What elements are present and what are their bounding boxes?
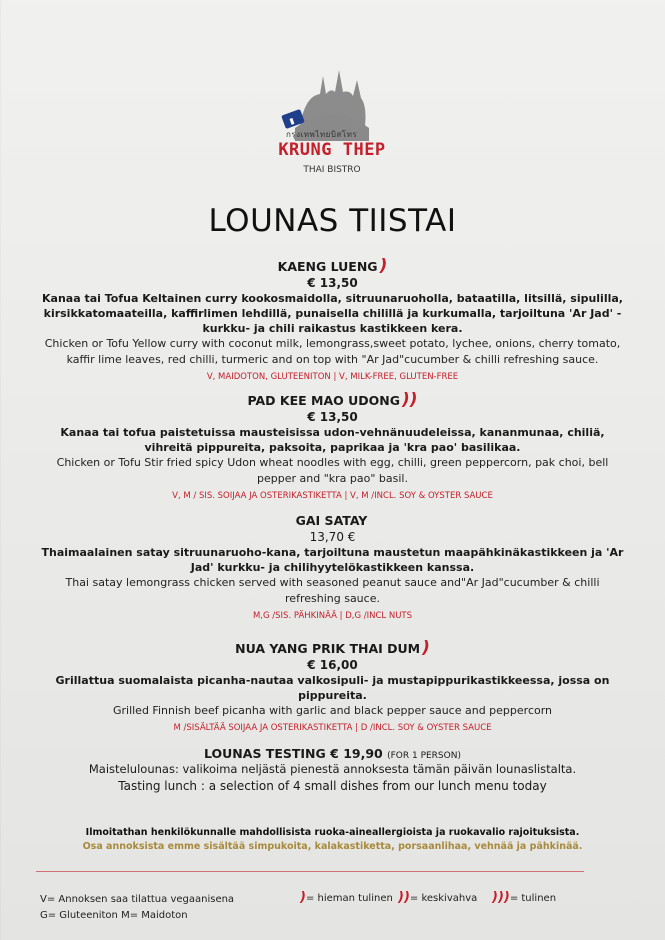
page-title: LOUNAS TIISTAI bbox=[208, 203, 457, 239]
dish-name: KAENG LUENG ) bbox=[277, 256, 388, 276]
legend-hot: )))= tulinen bbox=[492, 890, 557, 905]
chili-mild-icon: ) bbox=[379, 256, 388, 276]
testing-heading: LOUNAS TESTING € 19,90 (FOR 1 PERSON) bbox=[204, 746, 461, 761]
legend-gluten-milk: G= Gluteeniton M= Maidoton bbox=[40, 910, 188, 921]
allergy-notice-line1: Ilmoitathan henkilökunnalle mahdollisista ruoka-aineallergioista ja ruokavalio rajoituksista. bbox=[85, 827, 580, 838]
dish-gai-satay bbox=[36, 512, 629, 623]
dish-diet-tags: M /SISÄLTÄÄ SOIJAA JA OSTERIKASTIKETTA | D /INCL. SOY & OYSTER SAUCE bbox=[173, 723, 492, 733]
dish-price: € 13,50 bbox=[307, 410, 358, 424]
dish-description-en: Chicken or Tofu Yellow curry with coconut milk, lemongrass,sweet potato, lychee, onions, cherry tomato, kaffir lime leaves, red chilli, turmeric and on top with "Ar Jad"cucumber & chilli refreshing sauce. bbox=[44, 337, 621, 366]
testing-description-fi: Maistelulounas: valikoima neljästä pienestä annoksesta tämän päivän lounaslistalta. bbox=[88, 762, 577, 776]
chili-mild-icon: ) bbox=[300, 890, 306, 905]
chili-medium-icon: )) bbox=[401, 390, 418, 410]
dish-price: € 13,50 bbox=[307, 276, 358, 290]
dish-diet-tags: V, M / SIS. SOIJAA JA OSTERIKASTIKETTA | V, M /INCL. SOY & OYSTER SAUCE bbox=[172, 491, 493, 501]
divider bbox=[36, 871, 584, 872]
testing-price-note: (FOR 1 PERSON) bbox=[387, 751, 461, 761]
dish-description-en: Grilled Finnish beef picanha with garlic and black pepper sauce and peppercorn bbox=[112, 704, 553, 717]
dish-diet-tags: M,G /SIS. PÄHKINÄÄ | D,G /INCL NUTS bbox=[252, 611, 413, 621]
brand-name: KRUNG THEP bbox=[278, 140, 386, 160]
dish-description-fi: Grillattua suomalaista picanha-nautaa valkosipuli- ja mustapippurikastikkeessa, jossa on pippureita. bbox=[55, 674, 610, 702]
dish-nua-yang-prik-thai-dum bbox=[36, 640, 629, 735]
chili-medium-icon: )) bbox=[398, 890, 410, 905]
dish-price: € 16,00 bbox=[307, 658, 358, 672]
legend-medium: ))= keskivahva bbox=[398, 890, 478, 905]
testing-description-en: Tasting lunch : a selection of 4 small dishes from our lunch menu today bbox=[118, 779, 547, 793]
legend-mild: )= hieman tulinen bbox=[300, 890, 393, 905]
allergy-notice-line2: Osa annoksista emme sisältää simpukoita, kalakastiketta, porsaanlihaa, vehnää ja pähkinää. bbox=[82, 841, 583, 852]
testing-price: € 19,90 bbox=[330, 746, 383, 761]
dish-name: NUA YANG PRIK THAI DUM ) bbox=[235, 638, 430, 658]
dish-name: PAD KEE MAO UDONG )) bbox=[247, 390, 418, 410]
legend-vegan: V= Annoksen saa tilattua vegaanisena bbox=[40, 894, 235, 905]
lounas-testing bbox=[36, 746, 629, 795]
dish-description-en: Thai satay lemongrass chicken served with seasoned peanut sauce and"Ar Jad"cucumber & chilli refreshing sauce. bbox=[65, 576, 600, 605]
dish-price: 13,70 € bbox=[309, 530, 356, 544]
allergy-notice bbox=[36, 826, 629, 854]
brand-thai-script: กรุงเทพไทยบิสโทร bbox=[286, 130, 358, 139]
dish-description-fi: Kanaa tai Tofua Keltainen curry kookosmaidolla, sitruunaruoholla, bataatilla, litsillä, sipulilla, kirsikkatomaateilla, kaffirlimen lehdillä, punaisella chilillä ja kurkumalla, tarjoiltuna 'Ar Jad' -kurkku- ja chili raikastus kastikkeen kera. bbox=[42, 292, 623, 335]
dish-pad-kee-mao-udong bbox=[36, 392, 629, 503]
dish-description-en: Chicken or Tofu Stir fried spicy Udon wheat noodles with egg, chilli, green peppercorn, pak choi, bell pepper and "kra pao" basil. bbox=[56, 456, 609, 485]
svg-text:▮: ▮ bbox=[288, 116, 296, 127]
dish-diet-tags: V, MAIDOTON, GLUTEENITON | V, MILK-FREE, GLUTEN-FREE bbox=[206, 372, 459, 382]
dish-name: GAI SATAY bbox=[295, 513, 368, 528]
dish-kaeng-lueng bbox=[36, 258, 629, 384]
dish-description-fi: Thaimaalainen satay sitruunaruoho-kana, tarjoiltuna maustetun maapähkinäkastikkeen ja 'Ar Jad' kurkku- ja chilihyytelökastikkeen kanssa. bbox=[41, 546, 624, 574]
chili-hot-icon: ))) bbox=[492, 890, 510, 905]
dish-description-fi: Kanaa tai tofua paistetuissa mausteisissa udon-vehnänuudeleissa, kananmunaa, chiliä, vihreitä pippureita, paksoita, paprikaa ja 'kra pao' basilikaa. bbox=[60, 426, 605, 454]
brand-subtitle: THAI BISTRO bbox=[303, 165, 361, 175]
chili-mild-icon: ) bbox=[422, 638, 430, 658]
